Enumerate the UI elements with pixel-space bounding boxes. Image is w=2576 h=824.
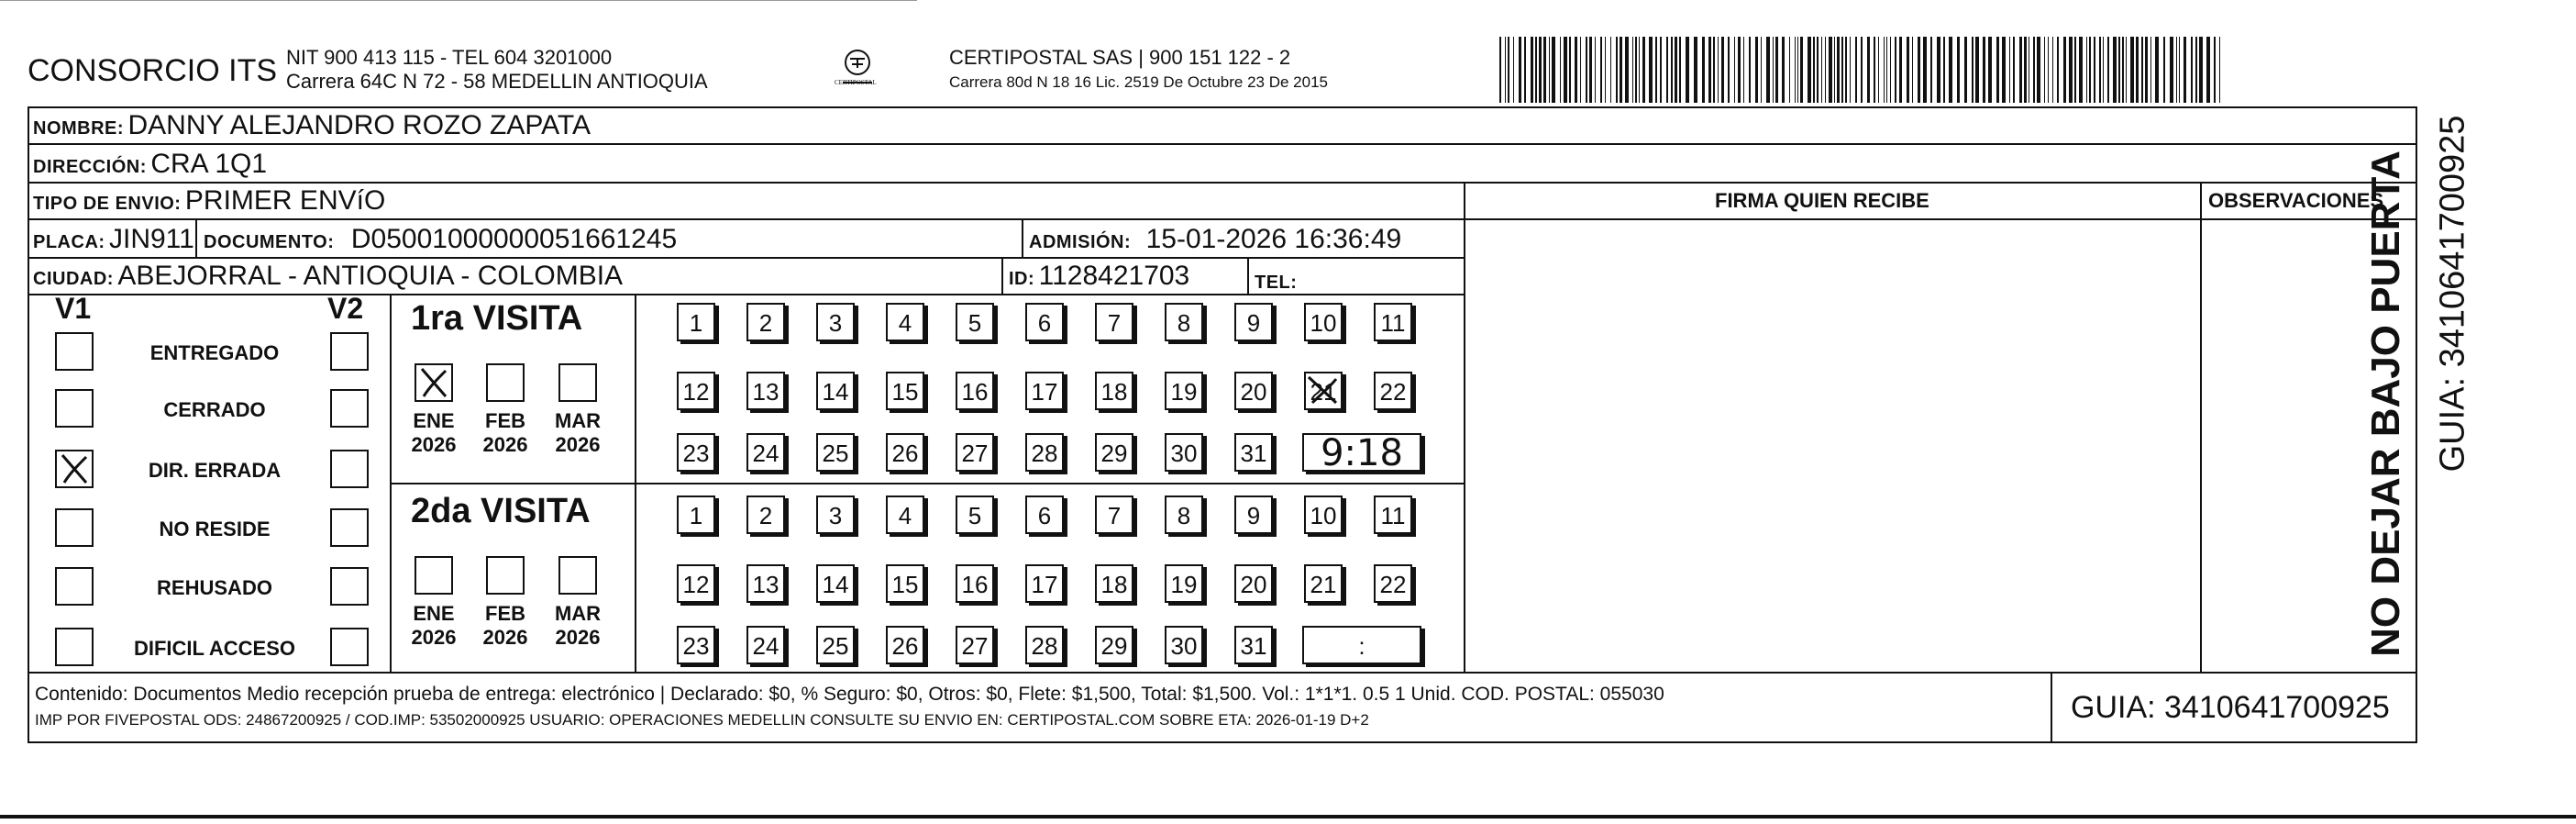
placa-label: PLACA:	[33, 232, 105, 252]
second-visit-month-box-feb[interactable]	[486, 556, 525, 595]
first-visit-day-20[interactable]: 20	[1234, 372, 1273, 410]
v2-label: V2	[327, 292, 364, 325]
footer-contenido: Contenido: Documentos Medio recepción prueba de entrega: electrónico | Declarado: $0, % Seguro: $0, Otros: $0, Flete: $1,500, Total: $1,500. Vol.: 1*1*1. 0.5 1 Unid. COD. POSTAL: 055030	[35, 684, 1664, 705]
id-label: ID:	[1009, 269, 1035, 289]
first-visit-month-label-ene: ENE 2026	[411, 409, 457, 456]
first-visit-day-13[interactable]: 13	[746, 372, 785, 410]
status-label-dificil-acceso: DIFICIL ACCESO	[133, 637, 295, 660]
first-visit-month-label-mar: MAR 2026	[554, 409, 602, 456]
second-visit-day-14[interactable]: 14	[816, 564, 855, 603]
tipo-envio-label: TIPO DE ENVIO:	[33, 194, 182, 214]
second-visit-day-17[interactable]: 17	[1025, 564, 1064, 603]
second-visit-day-19[interactable]: 19	[1165, 564, 1203, 603]
certipostal-logo-text: CERTIPOSTAL	[835, 79, 877, 86]
second-visit-day-21[interactable]: 21	[1304, 564, 1343, 603]
first-visit-day-3[interactable]: 3	[816, 303, 855, 341]
first-visit-day-19[interactable]: 19	[1165, 372, 1203, 410]
second-visit-day-16[interactable]: 16	[956, 564, 994, 603]
second-visit-day-12[interactable]: 12	[677, 564, 715, 603]
second-visit-day-29[interactable]: 29	[1095, 626, 1133, 664]
second-visit-day-13[interactable]: 13	[746, 564, 785, 603]
first-visit-day-12[interactable]: 12	[677, 372, 715, 410]
second-visit-day-10[interactable]: 10	[1304, 496, 1343, 534]
ciudad-label: CIUDAD:	[33, 269, 114, 289]
second-visit-day-5[interactable]: 5	[956, 496, 994, 534]
first-visit-day-15[interactable]: 15	[886, 372, 924, 410]
second-visit-month-box-ene[interactable]	[415, 556, 453, 595]
company-nit: NIT 900 413 115 - TEL 604 3201000	[286, 46, 613, 69]
first-visit-day-2[interactable]: 2	[746, 303, 785, 341]
second-visit-month-label-mar: MAR 2026	[554, 602, 602, 649]
second-visit-day-31[interactable]: 31	[1234, 626, 1273, 664]
second-visit-title: 2da VISITA	[411, 492, 591, 530]
bottom-rule	[0, 815, 2576, 818]
second-visit-day-20[interactable]: 20	[1234, 564, 1273, 603]
tipo-envio-value: PRIMER ENVíO	[184, 185, 386, 216]
form-frame	[28, 106, 2417, 743]
first-visit-month-box-mar[interactable]	[558, 363, 597, 402]
first-visit-day-7[interactable]: 7	[1095, 303, 1133, 341]
first-visit-day-17[interactable]: 17	[1025, 372, 1064, 410]
second-visit-day-1[interactable]: 1	[677, 496, 715, 534]
certipostal-logo-icon	[830, 42, 885, 97]
status-label-dir-errada: DIR. ERRADA	[148, 459, 282, 482]
second-visit-day-4[interactable]: 4	[886, 496, 924, 534]
v2-checkbox-dir-errada[interactable]	[330, 450, 369, 488]
first-visit-day-16[interactable]: 16	[956, 372, 994, 410]
second-visit-month-label-ene: ENE 2026	[411, 602, 457, 649]
second-visit-day-15[interactable]: 15	[886, 564, 924, 603]
top-rule	[0, 0, 917, 1]
v1-checkbox-cerrado[interactable]	[55, 389, 94, 428]
v1-checkbox-entregado[interactable]	[55, 332, 94, 371]
v2-checkbox-cerrado[interactable]	[330, 389, 369, 428]
first-visit-day-29[interactable]: 29	[1095, 433, 1133, 472]
second-visit-day-2[interactable]: 2	[746, 496, 785, 534]
second-visit-day-26[interactable]: 26	[886, 626, 924, 664]
v2-checkbox-dificil-acceso[interactable]	[330, 628, 369, 666]
second-visit-day-24[interactable]: 24	[746, 626, 785, 664]
first-visit-day-18[interactable]: 18	[1095, 372, 1133, 410]
v1-checkbox-dificil-acceso[interactable]	[55, 628, 94, 666]
first-visit-day-9[interactable]: 9	[1234, 303, 1273, 341]
first-visit-day-8[interactable]: 8	[1165, 303, 1203, 341]
id-value: 1128421703	[1038, 261, 1190, 291]
second-visit-month-label-feb: FEB 2026	[482, 602, 528, 649]
second-visit-day-30[interactable]: 30	[1165, 626, 1203, 664]
first-visit-day-25[interactable]: 25	[816, 433, 855, 472]
second-visit-day-9[interactable]: 9	[1234, 496, 1273, 534]
v2-checkbox-entregado[interactable]	[330, 332, 369, 371]
v1-checkbox-rehusado[interactable]	[55, 567, 94, 606]
admision-value: 15-01-2026 16:36:49	[1145, 224, 1402, 254]
placa-value: JIN911	[109, 224, 194, 254]
certipostal-license: Carrera 80d N 18 16 Lic. 2519 De Octubre 23 De 2015	[949, 73, 1328, 91]
v1-checkbox-no-reside[interactable]	[55, 508, 94, 547]
second-visit-day-3[interactable]: 3	[816, 496, 855, 534]
first-visit-day-24[interactable]: 24	[746, 433, 785, 472]
barcode	[1499, 37, 2228, 103]
v1-checkbox-dir-errada[interactable]	[55, 450, 94, 488]
documento-label: DOCUMENTO:	[204, 232, 335, 252]
ciudad-value: ABEJORRAL - ANTIOQUIA - COLOMBIA	[117, 261, 624, 291]
first-visit-day-23[interactable]: 23	[677, 433, 715, 472]
v2-checkbox-rehusado[interactable]	[330, 567, 369, 606]
nombre-label: NOMBRE:	[33, 118, 125, 139]
first-visit-day-26[interactable]: 26	[886, 433, 924, 472]
documento-value: D0500100000005166124​5	[350, 224, 678, 254]
footer-guia: GUIA: 3410641700925	[2071, 690, 2390, 725]
company-name: CONSORCIO ITS	[28, 53, 278, 88]
first-visit-time-box[interactable]: 9:18	[1302, 433, 1421, 472]
first-visit-day-11[interactable]: 11	[1374, 303, 1412, 341]
first-visit-day-1[interactable]: 1	[677, 303, 715, 341]
status-label-entregado: ENTREGADO	[149, 341, 280, 364]
first-visit-month-label-feb: FEB 2026	[482, 409, 528, 456]
admision-label: ADMISIÓN:	[1029, 232, 1132, 252]
v2-checkbox-no-reside[interactable]	[330, 508, 369, 547]
company-address: Carrera 64C N 72 - 58 MEDELLIN ANTIOQUIA	[286, 70, 708, 93]
v1-label: V1	[55, 292, 92, 325]
nombre-value: DANNY ALEJANDRO ROZO ZAPATA	[127, 110, 591, 140]
first-visit-day-10[interactable]: 10	[1304, 303, 1343, 341]
first-visit-day-28[interactable]: 28	[1025, 433, 1064, 472]
tel-label: TEL:	[1255, 273, 1298, 293]
first-visit-day-5[interactable]: 5	[956, 303, 994, 341]
status-label-no-reside: NO RESIDE	[159, 518, 271, 540]
first-visit-day-4[interactable]: 4	[886, 303, 924, 341]
first-visit-day-6[interactable]: 6	[1025, 303, 1064, 341]
first-visit-day-30[interactable]: 30	[1165, 433, 1203, 472]
first-visit-title: 1ra VISITA	[411, 299, 583, 338]
first-visit-month-box-feb[interactable]	[486, 363, 525, 402]
second-visit-day-23[interactable]: 23	[677, 626, 715, 664]
second-visit-time-box[interactable]: :	[1302, 626, 1421, 664]
second-visit-day-7[interactable]: 7	[1095, 496, 1133, 534]
second-visit-day-22[interactable]: 22	[1374, 564, 1412, 603]
second-visit-month-box-mar[interactable]	[558, 556, 597, 595]
observaciones-header: OBSERVACIONES	[2208, 189, 2384, 212]
direccion-label: DIRECCIÓN:	[33, 157, 147, 177]
second-visit-day-6[interactable]: 6	[1025, 496, 1064, 534]
status-label-cerrado: CERRADO	[163, 398, 266, 421]
first-visit-month-box-ene[interactable]	[415, 363, 453, 402]
second-visit-day-25[interactable]: 25	[816, 626, 855, 664]
second-visit-day-28[interactable]: 28	[1025, 626, 1064, 664]
first-visit-day-31[interactable]: 31	[1234, 433, 1273, 472]
second-visit-day-11[interactable]: 11	[1374, 496, 1412, 534]
side-guia: GUIA: 3410641700925	[2433, 115, 2472, 473]
certipostal-info: CERTIPOSTAL SAS | 900 151 122 - 2	[949, 46, 1291, 69]
first-visit-day-21[interactable]: 21	[1304, 372, 1343, 410]
first-visit-day-22[interactable]: 22	[1374, 372, 1412, 410]
first-visit-day-27[interactable]: 27	[956, 433, 994, 472]
second-visit-day-18[interactable]: 18	[1095, 564, 1133, 603]
second-visit-day-8[interactable]: 8	[1165, 496, 1203, 534]
side-warning: NO DEJAR BAJO PUERTA	[2363, 150, 2408, 657]
direccion-value: CRA 1Q1	[150, 149, 268, 179]
footer-impresion: IMP POR FIVEPOSTAL ODS: 24867200925 / COD.IMP: 53502000925 USUARIO: OPERACIONES MEDELLIN CONSULTE SU ENVIO EN: CERTIPOSTAL.COM SOBRE ETA: 2026-01-19 D+2	[35, 711, 1369, 729]
status-label-rehusado: REHUSADO	[157, 576, 272, 599]
firma-header: FIRMA QUIEN RECIBE	[1715, 189, 1929, 212]
first-visit-day-14[interactable]: 14	[816, 372, 855, 410]
second-visit-day-27[interactable]: 27	[956, 626, 994, 664]
